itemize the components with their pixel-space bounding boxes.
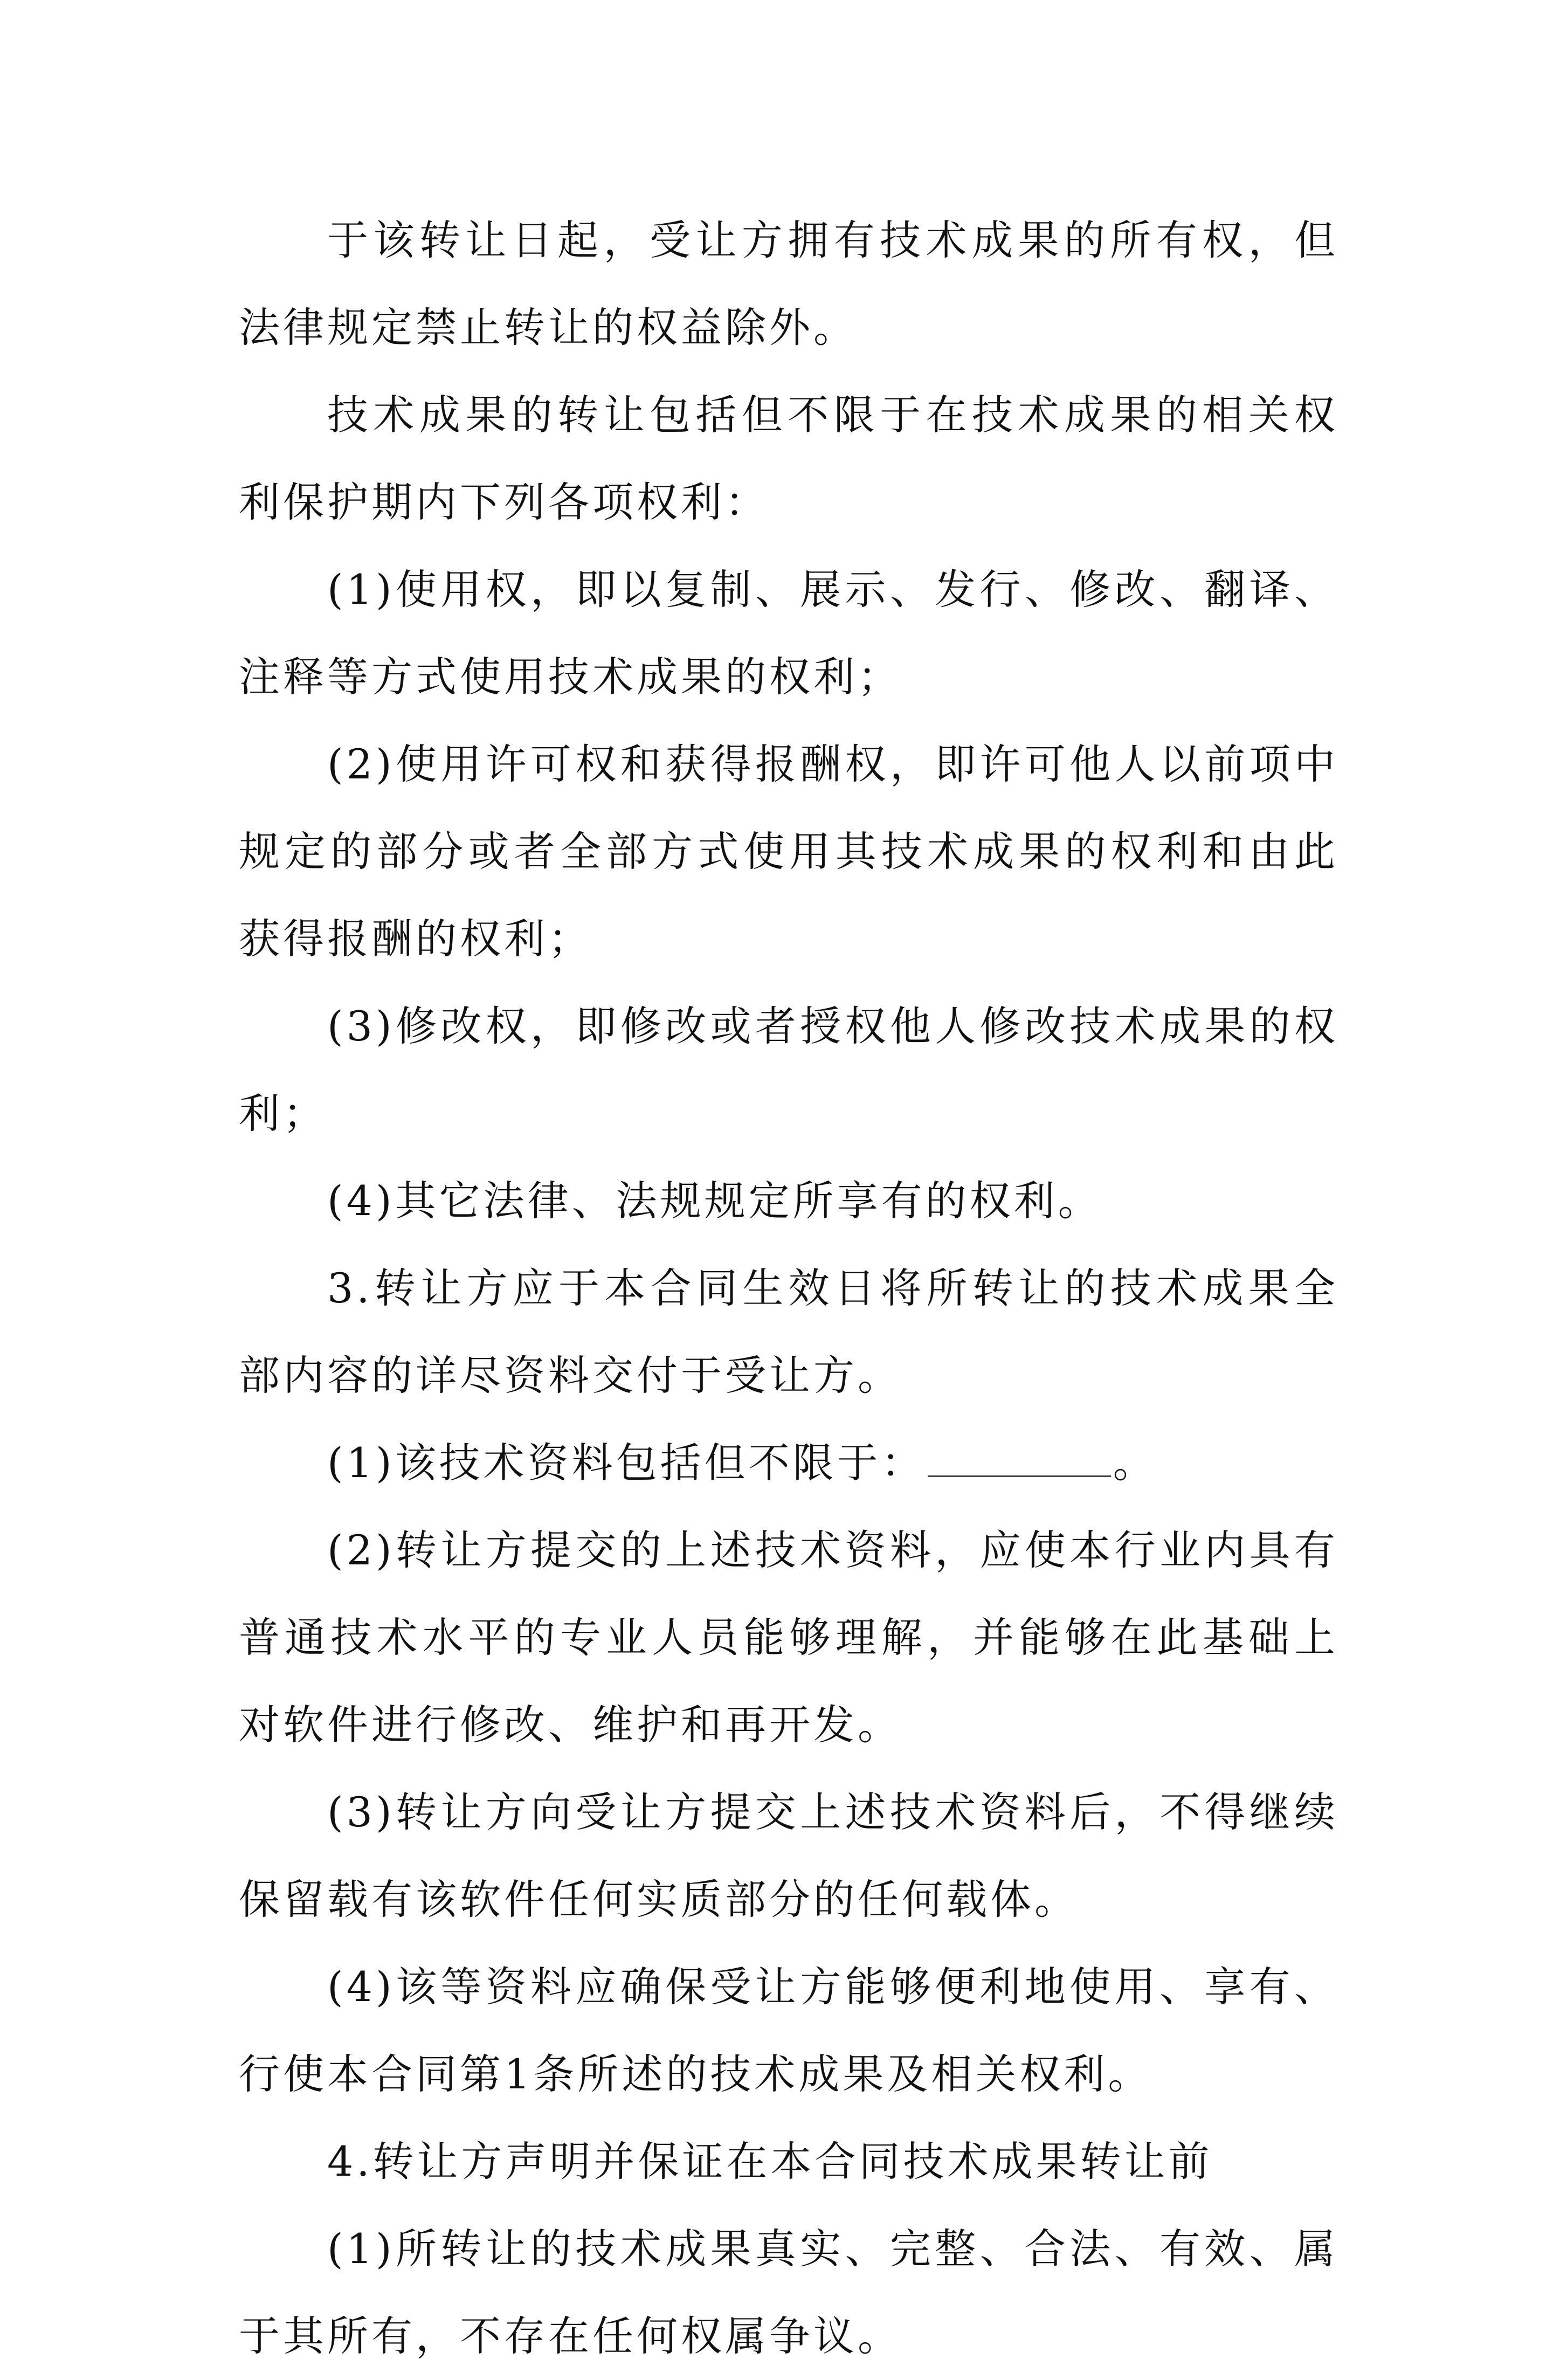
materials-list-suffix: 。 [1113, 1439, 1157, 1487]
paragraph-ownership-transfer: 于该转让日起，受让方拥有技术成果的所有权，但法律规定禁止转让的权益除外。 [239, 216, 1338, 351]
materials-list-text: (1)该技术资料包括但不限于： [327, 1439, 926, 1487]
fill-in-blank [928, 1438, 1111, 1477]
paragraph-right-license: (2)使用许可权和获得报酬权，即许可他人以前项中规定的部分或者全部方式使用其技术成果的权利和由此获得报酬的权利； [239, 740, 1338, 963]
document-body [239, 197, 1338, 2380]
paragraph-rights-scope: 技术成果的转让包括但不限于在技术成果的相关权利保护期内下列各项权利： [239, 391, 1338, 526]
paragraph-right-other: (4)其它法律、法规规定所享有的权利。 [327, 1177, 1102, 1225]
paragraph-materials-retention: (3)转让方向受让方提交上述技术资料后，不得继续保留载有该软件任何实质部分的任何载体。 [239, 1788, 1338, 1923]
paragraph-clause-4: 4.转让方声明并保证在本合同技术成果转让前 [327, 2137, 1213, 2185]
paragraph-warranty-1: (1)所转让的技术成果真实、完整、合法、有效、属于其所有，不存在任何权属争议。 [239, 2225, 1338, 2360]
paragraph-materials-list [239, 1419, 1338, 1507]
paragraph-right-use: (1)使用权，即以复制、展示、发行、修改、翻译、注释等方式使用技术成果的权利； [239, 565, 1338, 701]
paragraph-right-modify: (3)修改权，即修改或者授权他人修改技术成果的权利； [239, 1002, 1338, 1137]
paragraph-materials-assurance: (4)该等资料应确保受让方能够便利地使用、享有、行使本合同第1条所述的技术成果及相关权利。 [239, 1963, 1338, 2098]
paragraph-materials-standard: (2)转让方提交的上述技术资料，应使本行业内具有普通技术水平的专业人员能够理解，并能够在此基础上对软件进行修改、维护和再开发。 [239, 1526, 1338, 1749]
paragraph-clause-3: 3.转让方应于本合同生效日将所转让的技术成果全部内容的详尽资料交付于受让方。 [239, 1264, 1338, 1399]
